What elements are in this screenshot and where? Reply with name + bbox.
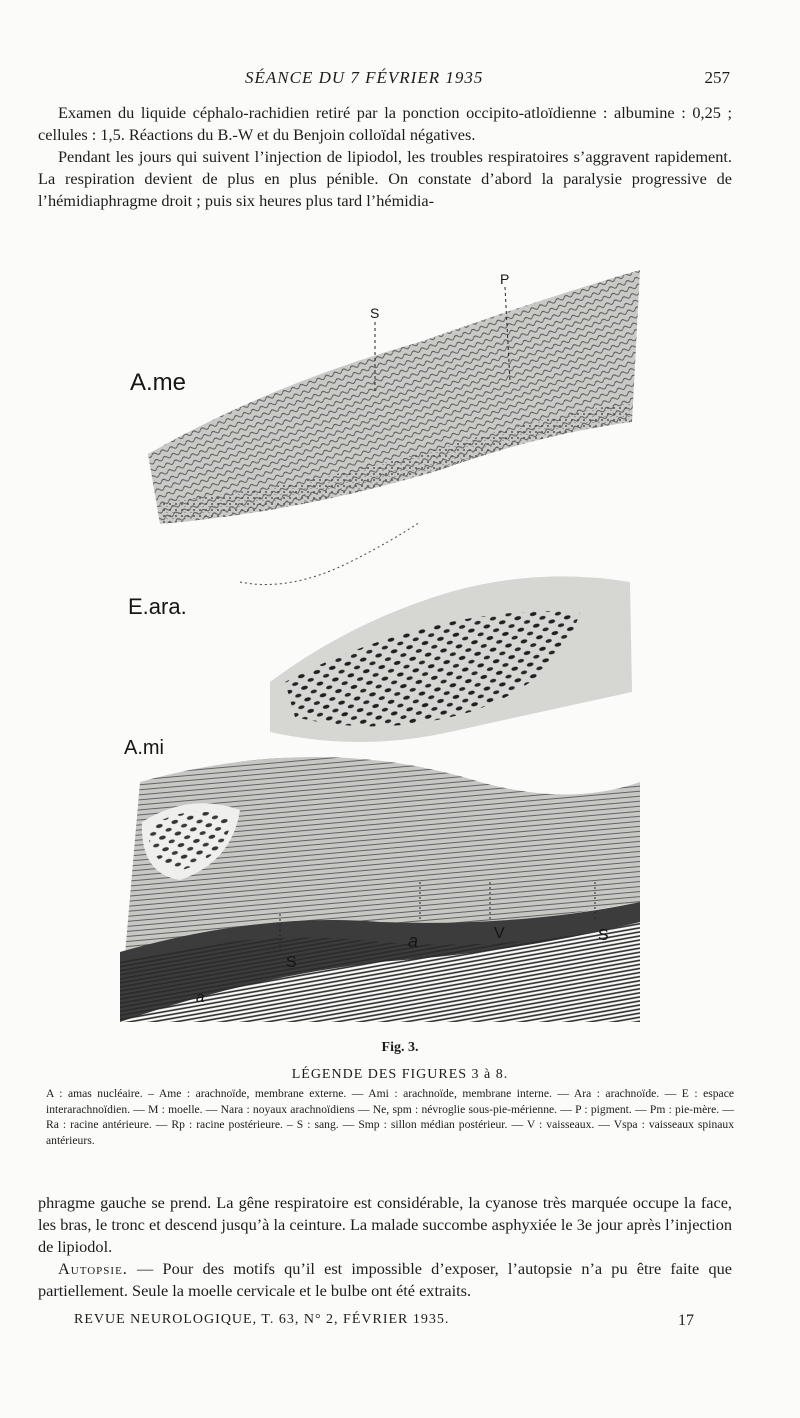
upper-section-arachnoid xyxy=(148,270,640,524)
paragraph-csf-exam: Examen du liquide céphalo-rachidien retiré par la ponction occipito-atloïdienne : albumine : 0,25 ; cellules : 1,5. Réactions du B.-W et du Benjoin colloïdal négatives. xyxy=(38,103,732,144)
label-p-top: P xyxy=(500,271,510,287)
top-text xyxy=(38,102,732,212)
legend-title: LÉGENDE DES FIGURES 3 à 8. xyxy=(291,1067,509,1082)
figure-caption: Fig. 3. xyxy=(381,1040,419,1055)
page-footer xyxy=(0,1312,800,1334)
label-s-bottom-left: S xyxy=(286,954,297,971)
page-number: 257 xyxy=(704,68,730,87)
running-title: SÉANCE DU 7 FÉVRIER 1935 xyxy=(245,68,484,87)
label-ame: A.me xyxy=(130,369,187,396)
running-head xyxy=(0,68,800,92)
label-a-corner: a xyxy=(196,989,205,1006)
histology-figure xyxy=(120,262,648,1022)
lower-section-spinal-cord xyxy=(120,522,640,1022)
bottom-text xyxy=(38,1192,732,1302)
label-eara: E.ara. xyxy=(128,594,187,619)
label-v-bottom: V xyxy=(494,925,505,942)
paragraph-respiratory-troubles: Pendant les jours qui suivent l’injection de lipiodol, les troubles respiratoires s’aggravent rapidement. La respiration devient de plus en plus pénible. On constate d’abord la paralysie progressive de l’hémidiaphragme droit ; puis six heures plus tard l’hémidia- xyxy=(38,147,732,210)
legend-body: A : amas nucléaire. – Ame : arachnoïde, membrane externe. — Ami : arachnoïde, membrane interne. — Ara : arachnoïde. — E : espace interarachnoïdien. — M : moelle. — Nara : noyaux arachnoïdiens — Ne, spm : névroglie sous-pie-mérienne. — P : pigment. — Pm : pie-mère. — Ra : racine antérieure. — Rp : racine postérieure. – S : sang. — Smp : sillon médian postérieur. — V : vaisseaux. — Vspa : vaisseaux spinaux antérieurs. xyxy=(46,1087,734,1147)
paragraph-hemidiaphragm: phragme gauche se prend. La gêne respiratoire est considérable, la cyanose très marquée occupe la face, les bras, le tronc et descend jusqu’à la ceinture. La malade succombe asphyxiée le 3e jour après l’injection de lipiodol. xyxy=(38,1193,732,1256)
label-a-bottom: a xyxy=(408,931,419,951)
label-s-bottom-right: S xyxy=(598,927,609,944)
label-ami: A.mi xyxy=(124,737,164,759)
autopsy-lead: Autopsie. xyxy=(58,1259,128,1278)
paragraph-autopsy xyxy=(38,1258,732,1302)
autopsy-text: — Pour des motifs qu’il est impossible d’exposer, l’autopsie n’a pu être faite que partiellement. Seule la moelle cervicale et le bulbe ont été extraits. xyxy=(38,1259,732,1300)
journal-reference: REVUE NEUROLOGIQUE, T. 63, N° 2, FÉVRIER 1935. xyxy=(74,1312,450,1327)
label-s-top: S xyxy=(370,305,380,321)
signature-number: 17 xyxy=(678,1312,694,1329)
